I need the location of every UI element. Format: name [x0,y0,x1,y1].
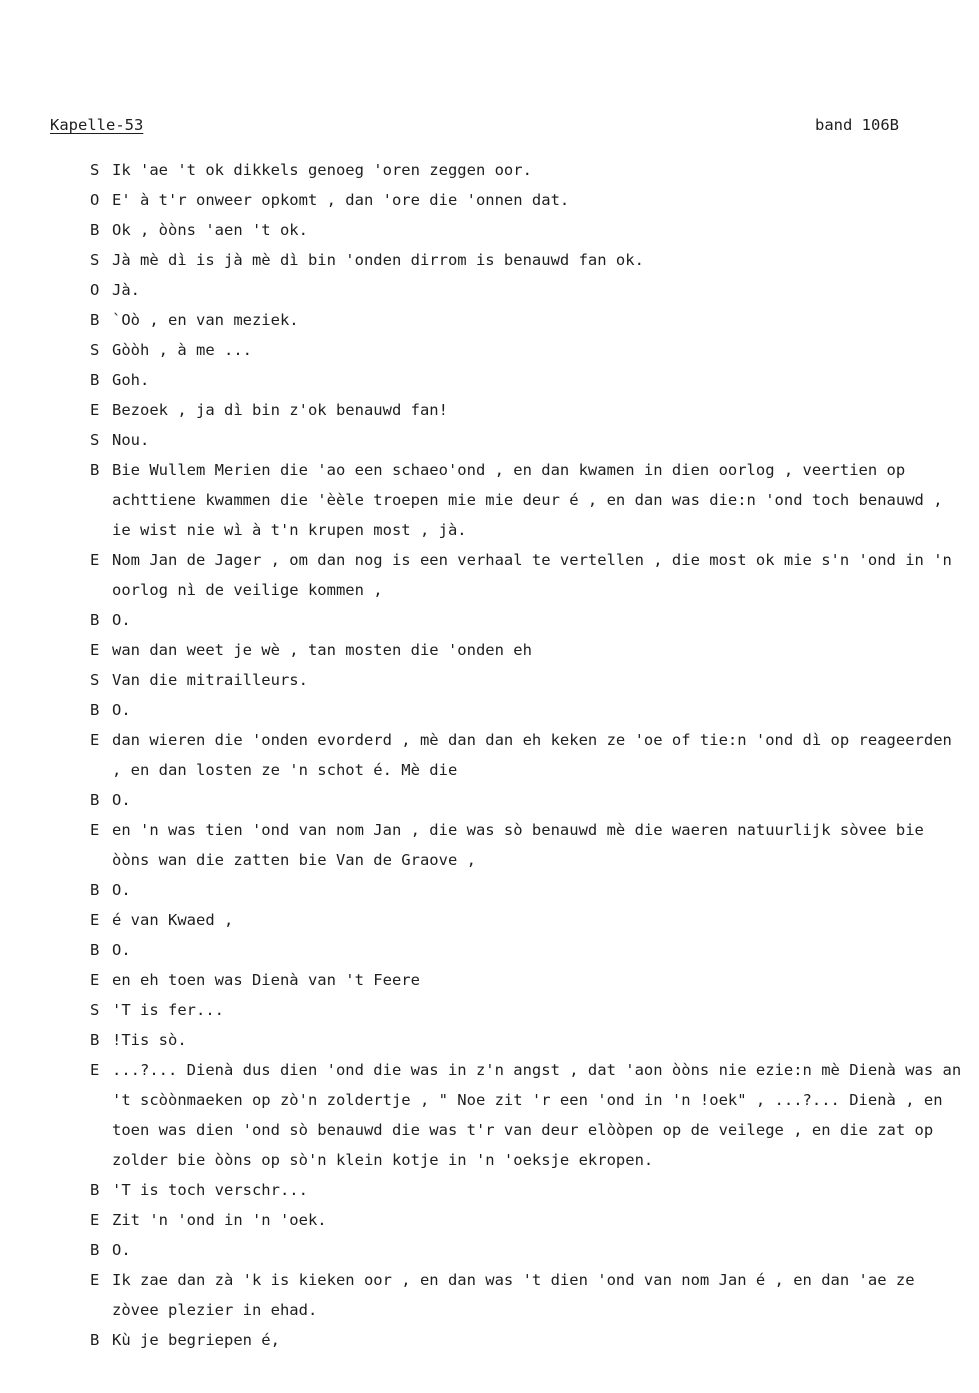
utterance-text: ...?... Dienà dus dien 'ond die was in z'n angst , dat 'aon òòns nie ezie:n mè Dienà was an 't scòònmaeken op zò'n zoldertje , " Noe zit 'r een 'ond in 'n !oek" , ...?... Dienà , en toen was dien 'ond sò benauwd die was t'r van deur elòòpen op de veilege , en die zat op zolder bie òòns op sò'n klein kotje in 'n 'oeksje ekropen. [112,1061,971,1169]
transcript-line [90,905,969,935]
transcript-line [90,695,969,725]
transcript-line [90,305,969,335]
utterance-text: Nom Jan de Jager , om dan nog is een verhaal te vertellen , die most ok mie s'n 'ond in 'n oorlog nì de veilige kommen , [112,551,962,599]
utterance-text: O. [112,941,131,959]
utterance-text: Ik 'ae 't ok dikkels genoeg 'oren zeggen oor. [112,161,532,179]
speaker-label: E [90,1211,100,1229]
speaker-label: S [90,161,100,179]
document-header [50,116,899,140]
speaker-label: E [90,821,100,839]
speaker-label: E [90,1061,100,1079]
speaker-label: S [90,1001,100,1019]
transcript-line [90,545,969,605]
speaker-label: E [90,971,100,989]
transcript-line [90,665,969,695]
utterance-text: Bie Wullem Merien die 'ao een schaeo'ond , en dan kwamen in dien oorlog , veertien op achttiene kwammen die 'èèle troepen mie mie deur é , en dan was die:n 'ond toch benauwd , ie wist nie wì à t'n krupen most , jà. [112,461,952,539]
transcript-line [90,725,969,785]
transcript-line [90,365,969,395]
transcript-line [90,1325,969,1355]
utterance-text: O. [112,701,131,719]
speaker-label: S [90,341,100,359]
utterance-text: 'T is fer... [112,1001,224,1019]
speaker-label: B [90,311,100,329]
transcript-line [90,815,969,875]
utterance-text: O. [112,1241,131,1259]
transcript [90,155,969,1355]
speaker-label: B [90,1181,100,1199]
utterance-text: O. [112,791,131,809]
speaker-label: O [90,191,100,209]
transcript-line [90,395,969,425]
transcript-line [90,215,969,245]
speaker-label: E [90,641,100,659]
speaker-label: B [90,1331,100,1349]
utterance-text: 'T is toch verschr... [112,1181,308,1199]
speaker-label: E [90,1271,100,1289]
transcript-line [90,1205,969,1235]
utterance-text: Ik zae dan zà 'k is kieken oor , en dan was 't dien 'ond van nom Jan é , en dan 'ae ze zòvee plezier in ehad. [112,1271,924,1319]
transcript-line [90,1175,969,1205]
speaker-label: S [90,431,100,449]
speaker-label: S [90,671,100,689]
speaker-label: E [90,551,100,569]
transcript-line [90,1025,969,1055]
transcript-line [90,965,969,995]
utterance-text: en 'n was tien 'ond van nom Jan , die was sò benauwd mè die waeren natuurlijk sòvee bie òòns wan die zatten bie Van de Graove , [112,821,934,869]
speaker-label: S [90,251,100,269]
transcript-line [90,335,969,365]
utterance-text: Bezoek , ja dì bin z'ok benauwd fan! [112,401,448,419]
speaker-label: B [90,611,100,629]
utterance-text: E' à t'r onweer opkomt , dan 'ore die 'onnen dat. [112,191,570,209]
transcript-line [90,1235,969,1265]
transcript-line [90,155,969,185]
speaker-label: B [90,881,100,899]
transcript-line [90,1265,969,1325]
speaker-label: B [90,941,100,959]
transcript-line [90,1055,969,1175]
utterance-text: dan wieren die 'onden evorderd , mè dan dan eh keken ze 'oe of tie:n 'ond dì op reageerden , en dan losten ze 'n schot é. Mè die [112,731,962,779]
speaker-label: B [90,461,100,479]
speaker-label: E [90,911,100,929]
utterance-text: é van Kwaed , [112,911,234,929]
transcript-line [90,425,969,455]
utterance-text: !Tis sò. [112,1031,187,1049]
utterance-text: O. [112,611,131,629]
transcript-line [90,185,969,215]
utterance-text: Kù je begriepen é, [112,1331,280,1349]
transcript-line [90,785,969,815]
transcript-line [90,605,969,635]
speaker-label: O [90,281,100,299]
speaker-label: B [90,371,100,389]
transcript-line [90,875,969,905]
utterance-text: Goh. [112,371,150,389]
transcript-line [90,455,969,545]
speaker-label: E [90,401,100,419]
transcript-line [90,635,969,665]
transcript-line [90,245,969,275]
transcript-line [90,275,969,305]
speaker-label: E [90,731,100,749]
utterance-text: O. [112,881,131,899]
utterance-text: en eh toen was Dienà van 't Feere [112,971,420,989]
utterance-text: Ok , òòns 'aen 't ok. [112,221,308,239]
band-label: band 106B [815,116,899,134]
utterance-text: Nou. [112,431,150,449]
utterance-text: Van die mitrailleurs. [112,671,308,689]
utterance-text: Zit 'n 'ond in 'n 'oek. [112,1211,327,1229]
utterance-text: `Oò , en van meziek. [112,311,299,329]
speaker-label: B [90,791,100,809]
speaker-label: B [90,221,100,239]
utterance-text: Gòòh , à me ... [112,341,252,359]
transcript-line [90,935,969,965]
utterance-text: Jà. [112,281,140,299]
utterance-text: Jà mè dì is jà mè dì bin 'onden dirrom is benauwd fan ok. [112,251,644,269]
utterance-text: wan dan weet je wè , tan mosten die 'onden eh [112,641,532,659]
speaker-label: B [90,1241,100,1259]
speaker-label: B [90,1031,100,1049]
speaker-label: B [90,701,100,719]
document-title: Kapelle-53 [50,116,144,134]
transcript-line [90,995,969,1025]
